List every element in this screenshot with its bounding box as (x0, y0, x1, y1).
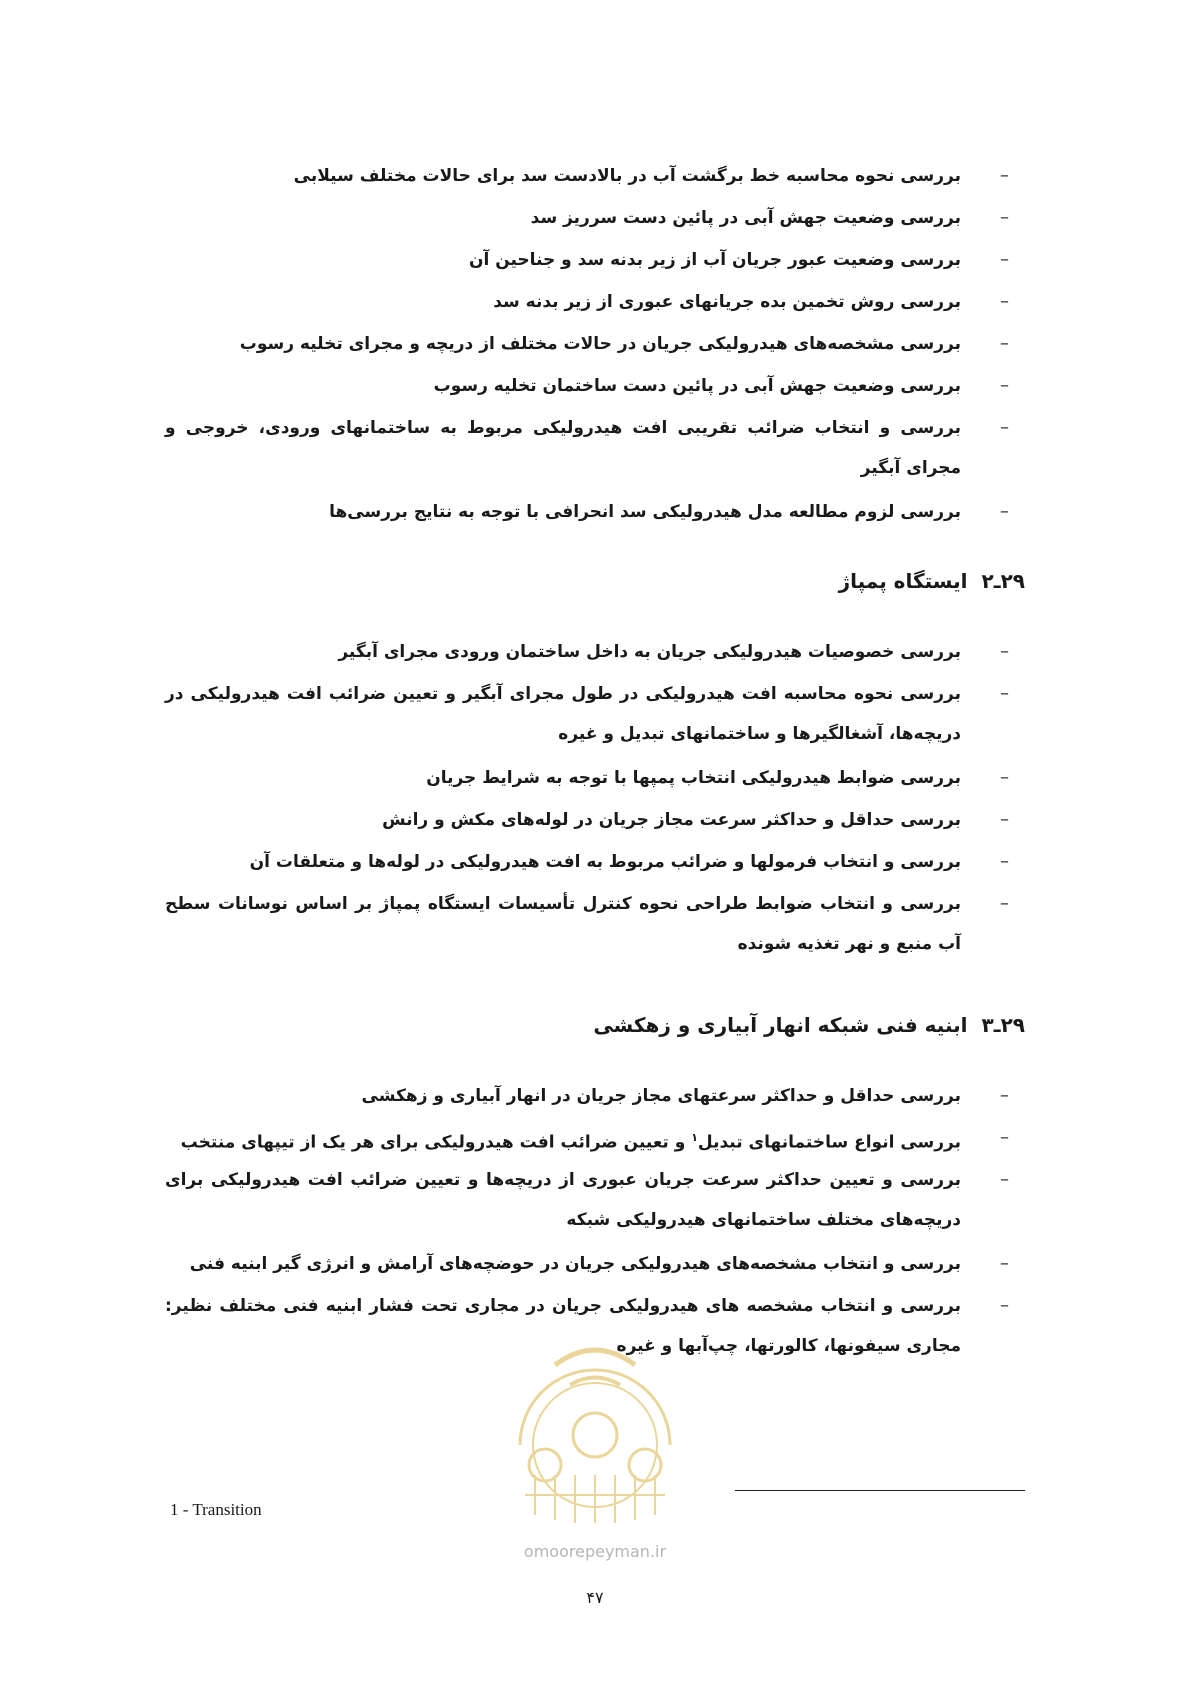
bullet-dash: – (1000, 893, 1009, 914)
list-item: – بررسی وضعیت جهش آبی در پائین دست سرریز سد (165, 198, 961, 238)
section-heading (839, 566, 1025, 596)
list-item: – بررسی وضعیت عبور جریان آب از زیر بدنه سد و جناحین آن (165, 240, 961, 280)
list-item: – بررسی و انتخاب فرمولها و ضرائب مربوط به افت هیدرولیکی در لوله‌ها و متعلقات آن (165, 842, 961, 882)
list-item: – بررسی و تعیین حداکثر سرعت جریان عبوری از دریچه‌ها و تعیین ضرائب افت هیدرولیکی برای دریچه‌های مختلف ساختمانهای هیدرولیکی شبکه (165, 1160, 961, 1240)
list-item: – بررسی حداقل و حداکثر سرعتهای مجاز جریان در انهار آبیاری و زهکشی (165, 1076, 961, 1116)
bullet-dash: – (1000, 1085, 1009, 1106)
list-item: – بررسی نحوه محاسبه خط برگشت آب در بالادست سد برای حالات مختلف سیلابی (165, 156, 961, 196)
section-title: ابنیه فنی شبکه انهار آبیاری و زهکشی (593, 1013, 968, 1037)
bullet-dash: – (1000, 207, 1009, 228)
footnote-divider (735, 1490, 1025, 1491)
bullet-dash: – (1000, 851, 1009, 872)
section-number: ۲۹ـ۲ (981, 569, 1025, 593)
bullet-dash: – (1000, 501, 1009, 522)
bullet-dash: – (1000, 1295, 1009, 1316)
bullet-dash: – (1000, 1169, 1009, 1190)
footnote: 1 - Transition (170, 1500, 262, 1519)
list-item: – بررسی خصوصیات هیدرولیکی جریان به داخل ساختمان ورودی مجرای آبگیر (165, 632, 961, 672)
bullet-dash: – (1000, 767, 1009, 788)
list-item: – بررسی و انتخاب مشخصه‌های هیدرولیکی جریان در حوضچه‌های آرامش و انرژی گیر ابنیه فنی (165, 1244, 961, 1284)
bullet-dash: – (1000, 417, 1009, 438)
list-item: – بررسی نحوه محاسبه افت هیدرولیکی در طول مجرای آبگیر و تعیین ضرائب افت هیدرولیکی در دریچه‌ها، آشغالگیرها و ساختمانهای تبدیل و غیره (165, 674, 961, 754)
bullet-dash: – (1000, 641, 1009, 662)
page-number: ۴۷ (586, 1588, 604, 1607)
list-item: – بررسی و انتخاب ضوابط طراحی نحوه کنترل تأسیسات ایستگاه پمپاژ بر اساس نوسانات سطح آب منبع و نهر تغذیه شونده (165, 884, 961, 964)
watermark-url: omoorepeyman.ir (523, 1542, 667, 1561)
section-number: ۲۹ـ۳ (981, 1013, 1025, 1037)
list-item: – بررسی و انتخاب مشخصه های هیدرولیکی جریان در مجاری تحت فشار ابنیه فنی مختلف نظیر: مجاری سیفونها، کالورتها، چپ‌آبها و غیره (165, 1286, 961, 1366)
list-item: – بررسی و انتخاب ضرائب تقریبی افت هیدرولیکی مربوط به ساختمانهای ورودی، خروجی و مجرای آبگیر (165, 408, 961, 488)
list-item: – بررسی مشخصه‌های هیدرولیکی جریان در حالات مختلف از دریچه و مجرای تخلیه رسوب (165, 324, 961, 364)
bullet-dash: – (1000, 1127, 1009, 1148)
bullet-dash: – (1000, 333, 1009, 354)
bullet-dash: – (1000, 249, 1009, 270)
section-heading (593, 1010, 1025, 1040)
bullet-dash: – (1000, 809, 1009, 830)
list-item: – بررسی ضوابط هیدرولیکی انتخاب پمپها با توجه به شرایط جریان (165, 758, 961, 798)
list-item: – بررسی انواع ساختمانهای تبدیل$^۱$ و تعیین ضرائب افت هیدرولیکی برای هر یک از تیپهای منتخب (165, 1118, 961, 1163)
bullet-dash: – (1000, 683, 1009, 704)
list-item: – بررسی حداقل و حداکثر سرعت مجاز جریان در لوله‌های مکش و رانش (165, 800, 961, 840)
bullet-dash: – (1000, 1253, 1009, 1274)
list-item: – بررسی روش تخمین بده جریانهای عبوری از زیر بدنه سد (165, 282, 961, 322)
bullet-dash: – (1000, 165, 1009, 186)
footnote-marker: ۱ (691, 1131, 698, 1144)
bullet-dash: – (1000, 291, 1009, 312)
watermark-seal-icon (485, 1325, 705, 1525)
list-item: – بررسی وضعیت جهش آبی در پائین دست ساختمان تخلیه رسوب (165, 366, 961, 406)
bullet-dash: – (1000, 375, 1009, 396)
section-title: ایستگاه پمپاژ (838, 569, 968, 593)
list-item: – بررسی لزوم مطالعه مدل هیدرولیکی سد انحرافی با توجه به نتایج بررسی‌ها (165, 492, 961, 532)
